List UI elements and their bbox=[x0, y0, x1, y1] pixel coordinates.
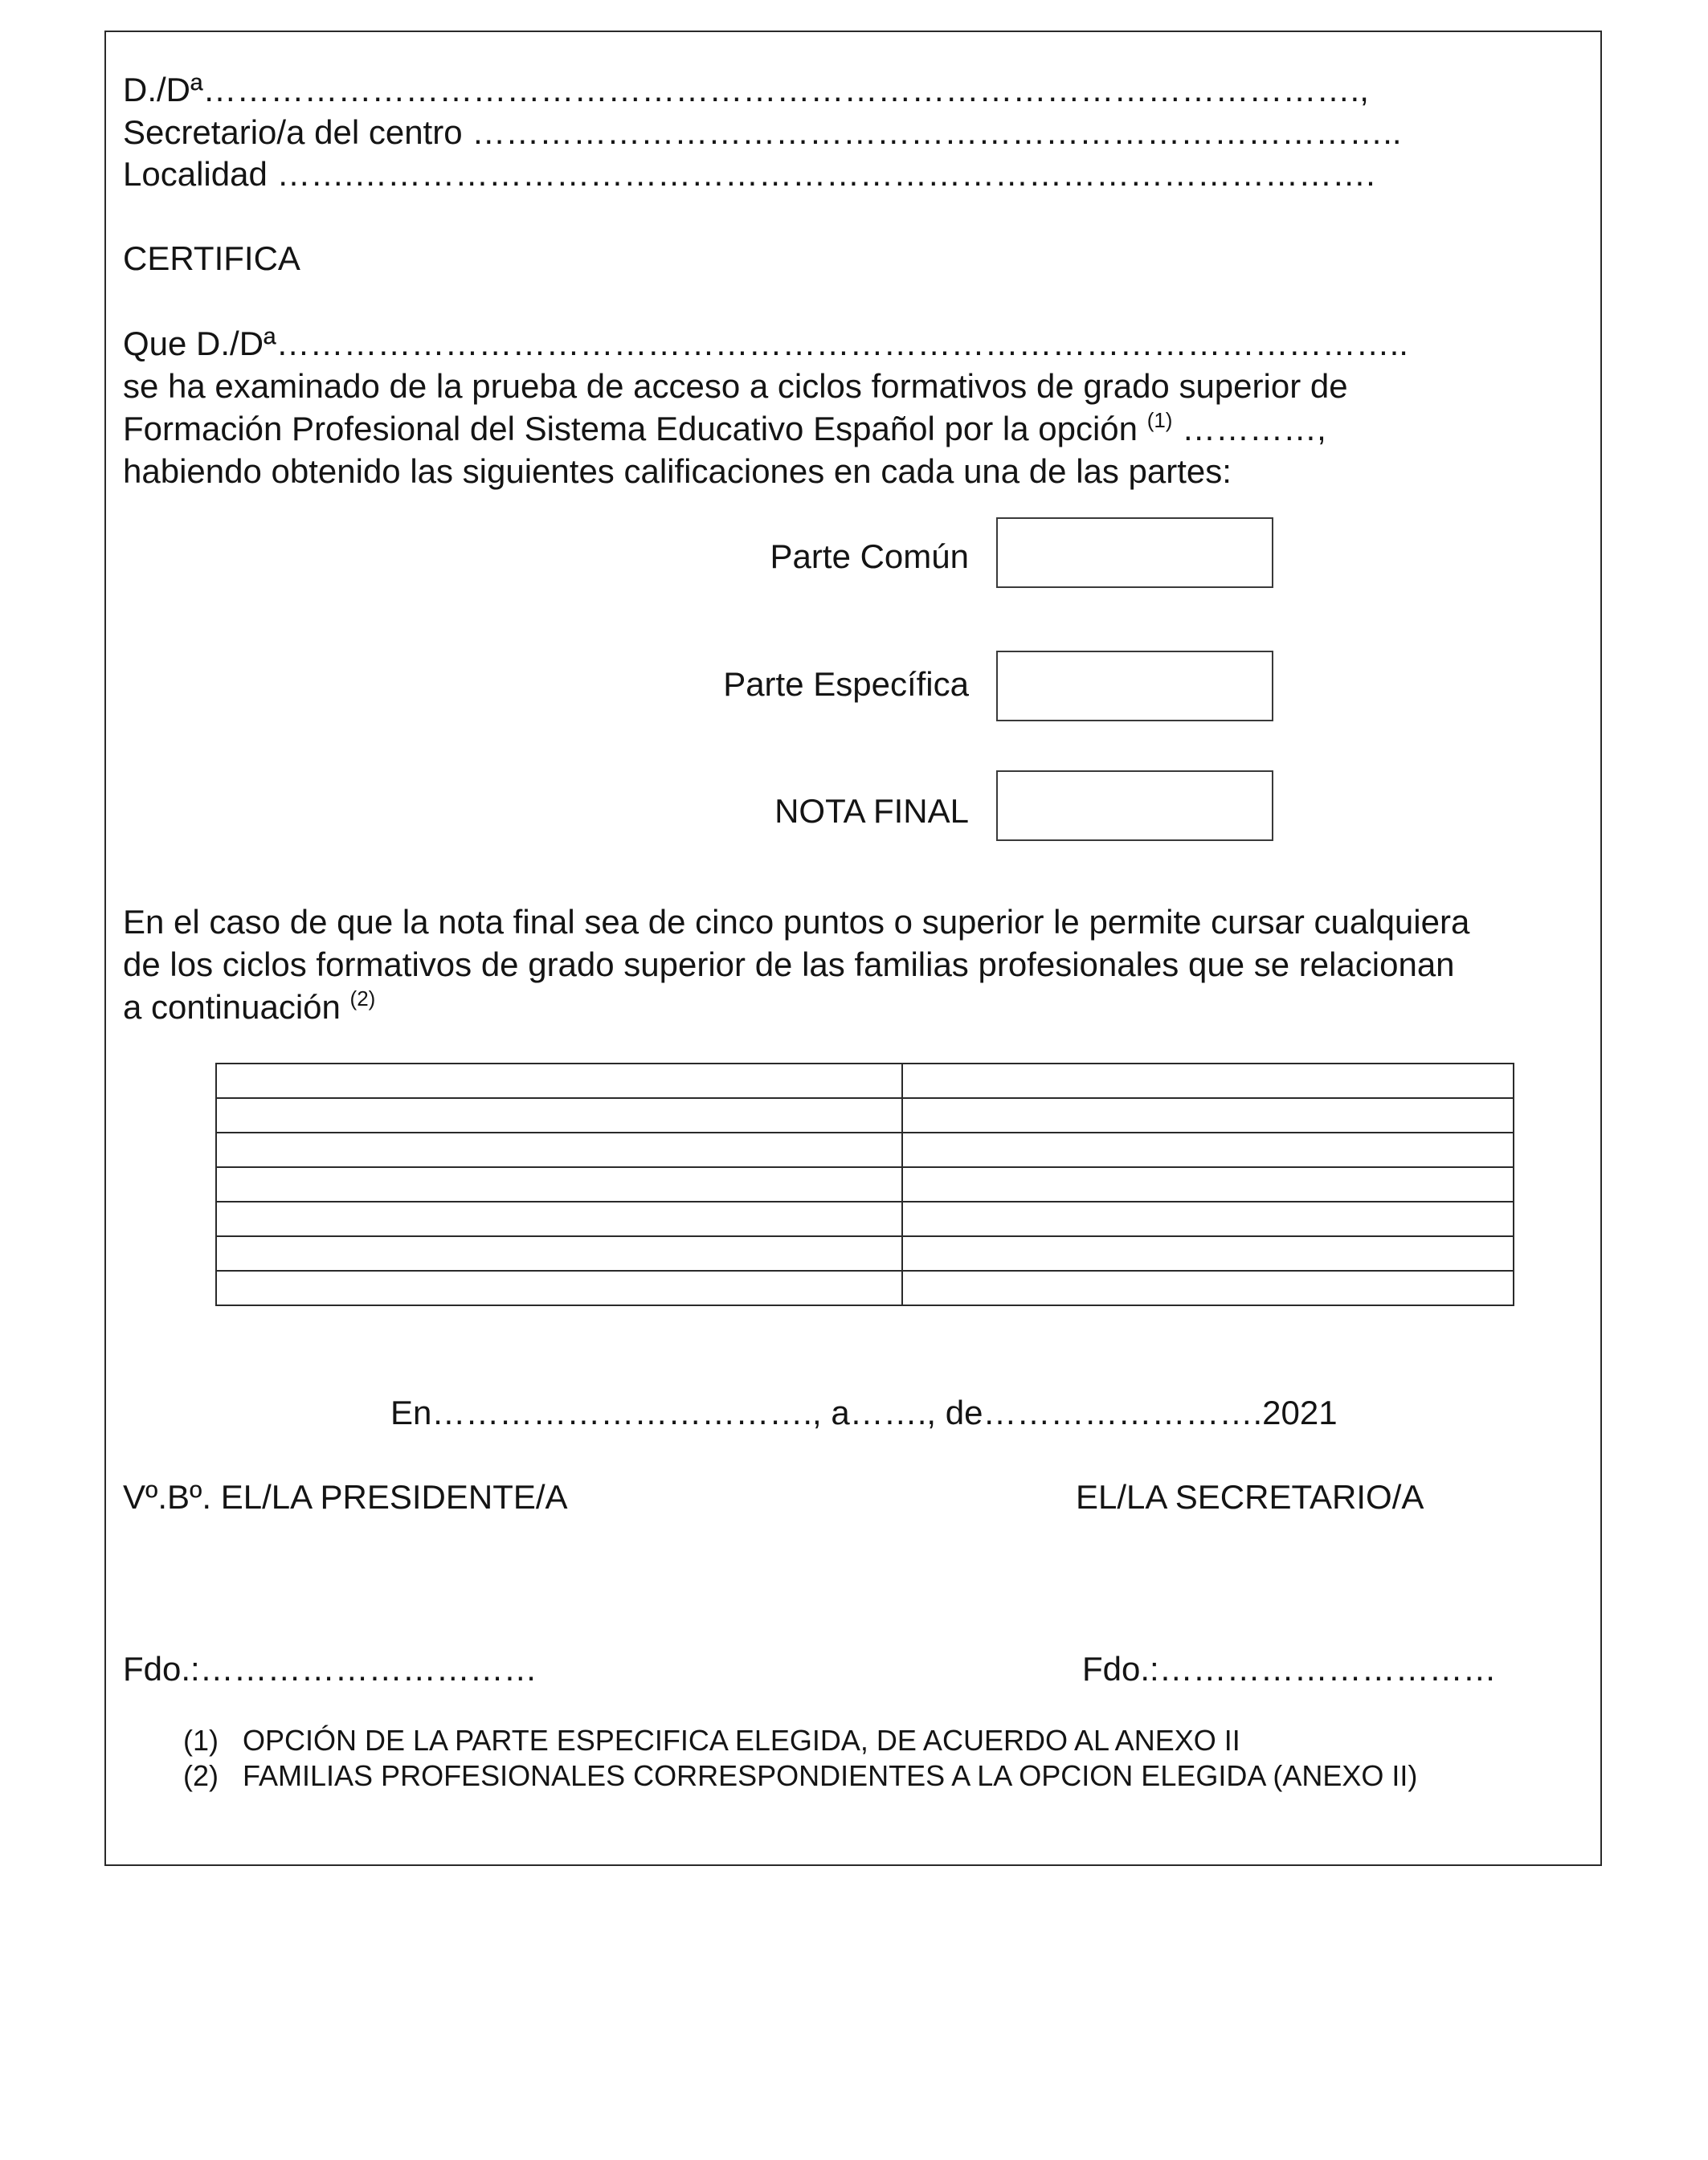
name-field-line[interactable]: D./Dª…………………………………………………………………………………………., bbox=[123, 71, 1369, 108]
body-text-line: se ha examinado de la prueba de acceso a ciclos formativos de grado superior de bbox=[123, 367, 1348, 405]
secretary-center-line[interactable]: Secretario/a del centro ……………………………………………………………………….. bbox=[123, 113, 1402, 151]
footnote-text: FAMILIAS PROFESIONALES CORRESPONDIENTES A LA OPCION ELEGIDA (ANEXO II) bbox=[243, 1759, 1418, 1792]
footnote-number: (1) bbox=[183, 1724, 219, 1757]
footnote-ref-2: (2) bbox=[349, 986, 376, 1011]
family-cell-left[interactable] bbox=[216, 1167, 902, 1202]
grade-label-parte-comun: Parte Común bbox=[770, 537, 969, 575]
certifica-heading: CERTIFICA bbox=[123, 239, 300, 277]
family-cell-left[interactable] bbox=[216, 1271, 902, 1305]
paragraph-line bbox=[123, 986, 375, 1032]
family-cell-right[interactable] bbox=[902, 1236, 1514, 1271]
paragraph-line: de los ciclos formativos de grado superior de las familias profesionales que se relacionan bbox=[123, 945, 1455, 983]
footnote-text: OPCIÓN DE LA PARTE ESPECIFICA ELEGIDA, DE ACUERDO AL ANEXO II bbox=[243, 1724, 1240, 1757]
family-cell-left[interactable] bbox=[216, 1098, 902, 1133]
table-row bbox=[216, 1167, 1514, 1202]
paragraph-line: En el caso de que la nota final sea de cinco puntos o superior le permite cursar cualquiera bbox=[123, 903, 1470, 941]
family-cell-left[interactable] bbox=[216, 1064, 902, 1098]
president-title: Vº.Bº. EL/LA PRESIDENTE/A bbox=[123, 1478, 568, 1516]
candidate-name-line[interactable]: Que D./Dª……………………………………………………………………………………….. bbox=[123, 325, 1408, 362]
family-cell-right[interactable] bbox=[902, 1133, 1514, 1167]
president-signature-line[interactable]: Fdo.:………………………… bbox=[123, 1650, 537, 1688]
secretary-signature-line[interactable]: Fdo.:………………………… bbox=[1082, 1650, 1497, 1688]
family-cell-left[interactable] bbox=[216, 1236, 902, 1271]
option-line bbox=[123, 408, 1326, 454]
footnote-ref-1: (1) bbox=[1146, 408, 1173, 432]
table-row bbox=[216, 1202, 1514, 1236]
grade-label-nota-final: NOTA FINAL bbox=[774, 792, 969, 830]
table-row bbox=[216, 1064, 1514, 1098]
table-row bbox=[216, 1271, 1514, 1305]
families-table bbox=[215, 1063, 1514, 1306]
family-cell-left[interactable] bbox=[216, 1202, 902, 1236]
table-row bbox=[216, 1133, 1514, 1167]
family-cell-right[interactable] bbox=[902, 1167, 1514, 1202]
grade-box-parte-especifica[interactable] bbox=[996, 651, 1273, 721]
grade-box-parte-comun[interactable] bbox=[996, 517, 1273, 588]
date-line[interactable]: En……………………………., a……., de…………………….2021 bbox=[390, 1394, 1338, 1431]
grade-label-parte-especifica: Parte Específica bbox=[723, 665, 969, 703]
footnote-number: (2) bbox=[183, 1759, 219, 1792]
table-row bbox=[216, 1236, 1514, 1271]
family-cell-right[interactable] bbox=[902, 1098, 1514, 1133]
grade-box-nota-final[interactable] bbox=[996, 770, 1273, 841]
option-text: Formación Profesional del Sistema Educativo Español por la opción bbox=[123, 410, 1147, 447]
secretary-title: EL/LA SECRETARIO/A bbox=[1076, 1478, 1424, 1516]
family-cell-left[interactable] bbox=[216, 1133, 902, 1167]
body-text-line: habiendo obtenido las siguientes calificaciones en cada una de las partes: bbox=[123, 452, 1232, 490]
family-cell-right[interactable] bbox=[902, 1202, 1514, 1236]
paragraph-text: a continuación bbox=[123, 988, 350, 1026]
family-cell-right[interactable] bbox=[902, 1064, 1514, 1098]
locality-line[interactable]: Localidad …….………………………………………………………………………………. bbox=[123, 155, 1375, 193]
option-blank[interactable]: …………, bbox=[1172, 410, 1326, 447]
family-cell-right[interactable] bbox=[902, 1271, 1514, 1305]
table-row bbox=[216, 1098, 1514, 1133]
